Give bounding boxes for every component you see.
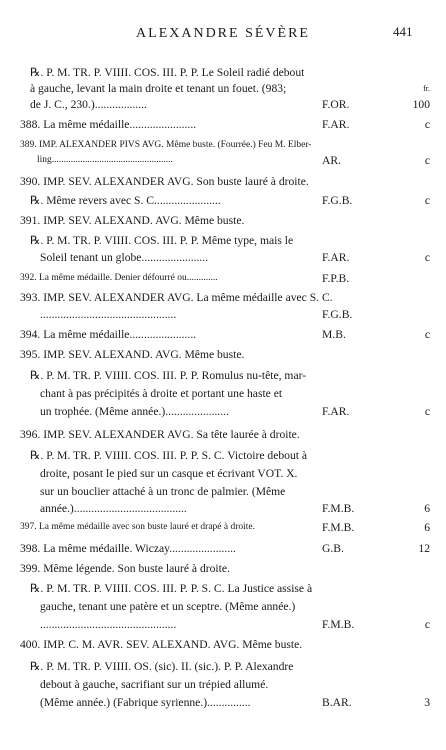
entry-metal-value: F.AR. xyxy=(322,118,350,131)
entry-line xyxy=(0,193,446,208)
entry-line xyxy=(0,81,446,96)
entry-metal-value: AR. xyxy=(322,154,342,167)
entry-line xyxy=(0,347,446,362)
entry-text: (Même année.) (Fabrique syrienne.)............... xyxy=(40,696,251,709)
entry-text: 388. La même médaille....................... xyxy=(20,118,197,131)
entry-metal-value: F.P.B. xyxy=(322,272,350,285)
entry-line xyxy=(0,695,446,710)
entry-line xyxy=(0,97,446,112)
entry-line xyxy=(0,659,446,674)
entry-text: 393. IMP. SEV. ALEXANDER AVG. La même médaille avec S. C. xyxy=(20,291,333,304)
entry-rarity: 100 xyxy=(412,98,430,111)
entry-text: un trophée. (Même année.)...................... xyxy=(40,405,229,418)
entry-line xyxy=(0,466,446,481)
entry-text: 390. IMP. SEV. ALEXANDER AVG. Son buste lauré à droite. xyxy=(20,175,309,188)
entry-line xyxy=(0,561,446,576)
entry-text: ℞. Même revers avec S. C....................... xyxy=(30,194,221,207)
entry-line xyxy=(0,617,446,632)
entry-text: 394. La même médaille....................... xyxy=(20,328,197,341)
entry-line xyxy=(0,174,446,189)
entry-text: 391. IMP. SEV. ALEXAND. AVG. Même buste. xyxy=(20,214,245,227)
entry-text: debout à gauche, sacrifiant sur un trépied allumé. xyxy=(40,678,269,691)
entry-text: ℞. P. M. TR. P. VIIII. OS. (sic). II. (sic.). P. P. Alexandre xyxy=(30,660,294,673)
entry-metal-value: G.B. xyxy=(322,542,344,555)
entry-rarity: 12 xyxy=(418,542,430,555)
entry-text: ℞. P. M. TR. P. VIIII. COS. III. P. P. Le Soleil radié debout xyxy=(30,66,305,79)
entry-line xyxy=(0,117,446,132)
entry-metal-value: F.AR. xyxy=(322,251,350,264)
entry-rarity: 6 xyxy=(424,502,430,515)
entry-text: 396. IMP. SEV. ALEXANDER AVG. Sa tête laurée à droite. xyxy=(20,428,300,441)
entry-line xyxy=(0,213,446,228)
entry-rarity: 3 xyxy=(424,696,430,709)
entry-line xyxy=(0,637,446,652)
entry-rarity: c xyxy=(424,251,430,264)
entry-text: à gauche, levant la main droite et tenant un fouet. (983; xyxy=(30,82,287,95)
entry-metal-value: M.B. xyxy=(322,328,346,341)
entry-text: 392. La même médaille. Denier défourré ou............. xyxy=(20,273,218,283)
entry-text: ℞. P. M. TR. P. VIIII. COS. III. P. P. Romulus nu-tête, mar- xyxy=(30,369,307,382)
entry-line xyxy=(0,599,446,614)
entry-line xyxy=(0,368,446,383)
entry-line xyxy=(0,484,446,499)
entry-metal-value: F.G.B. xyxy=(322,194,353,207)
entry-line xyxy=(0,581,446,596)
entry-line xyxy=(0,233,446,248)
entry-text: année.)....................................... xyxy=(40,502,187,515)
entry-metal-value: F.M.B. xyxy=(322,618,355,631)
entry-line xyxy=(0,501,446,516)
entry-text: 395. IMP. SEV. ALEXAND. AVG. Même buste. xyxy=(20,348,245,361)
entry-rarity: fr. xyxy=(423,84,430,93)
entry-text: 398. La même médaille. Wiczay....................... xyxy=(20,542,236,555)
entry-text: ℞. P. M. TR. P. VIIII. COS. III. P. P. Même type, mais le xyxy=(30,234,294,247)
entry-text: 400. IMP. C. M. AVR. SEV. ALEXAND. AVG. Même buste. xyxy=(20,638,303,651)
entry-text: ling................................................... xyxy=(37,155,173,165)
entry-metal-value: F.OR. xyxy=(322,98,350,111)
entry-line xyxy=(0,327,446,342)
entry-metal-value: F.G.B. xyxy=(322,308,353,321)
entry-text: 397. La même médaille avec son buste lauré et drapé à droite. xyxy=(20,522,256,532)
entry-line xyxy=(0,153,446,168)
entry-metal-value: F.M.B. xyxy=(322,502,355,515)
entry-text: ............................................... xyxy=(40,308,177,321)
entry-line xyxy=(0,448,446,463)
entry-line xyxy=(0,271,446,286)
entry-rarity: c xyxy=(424,154,430,167)
entry-text: chant à pas précipités à droite et portant une haste et xyxy=(40,387,283,400)
entry-line xyxy=(0,427,446,442)
entry-line xyxy=(0,250,446,265)
entry-rarity: c xyxy=(424,194,430,207)
entry-rarity: c xyxy=(424,118,430,131)
entry-metal-value: F.M.B. xyxy=(322,521,355,534)
entry-text: 399. Même légende. Son buste lauré à droite. xyxy=(20,562,230,575)
entry-rarity: 6 xyxy=(424,521,430,534)
page-title: ALEXANDRE SÉVÈRE xyxy=(136,26,310,41)
entry-text: Soleil tenant un globe....................... xyxy=(40,251,209,264)
entry-text: ............................................... xyxy=(40,618,177,631)
entry-line xyxy=(0,520,446,535)
entry-text: sur un bouclier attaché à un tronc de palmier. (Même xyxy=(40,485,286,498)
entry-text: droite, posant le pied sur un casque et écrivant VOT. X. xyxy=(40,467,298,480)
entry-rarity: c xyxy=(424,405,430,418)
entry-text: 389. IMP. ALEXANDER PIVS AVG. Même buste. (Fourrée.) Feu M. Elber- xyxy=(20,140,312,150)
entry-text: ℞. P. M. TR. P. VIIII. COS. III. P. P. S. C. La Justice assise à xyxy=(30,582,313,595)
page-number: 441 xyxy=(393,24,413,39)
entry-rarity: c xyxy=(424,328,430,341)
entry-line xyxy=(0,404,446,419)
entry-line xyxy=(0,65,446,80)
entry-metal-value: B.AR. xyxy=(322,696,352,709)
entry-metal-value: F.AR. xyxy=(322,405,350,418)
entry-line xyxy=(0,386,446,401)
entry-text: ℞. P. M. TR. P. VIIII. COS. III. P. P. S. C. Victoire debout à xyxy=(30,449,308,462)
entry-text: de J. C., 230.).................. xyxy=(30,98,147,111)
entry-line xyxy=(0,290,446,305)
entry-line xyxy=(0,138,446,153)
entry-line xyxy=(0,307,446,322)
entry-line xyxy=(0,541,446,556)
entry-rarity: c xyxy=(424,618,430,631)
entry-line xyxy=(0,677,446,692)
entry-text: gauche, tenant une patère et un sceptre. (Même année.) xyxy=(40,600,296,613)
